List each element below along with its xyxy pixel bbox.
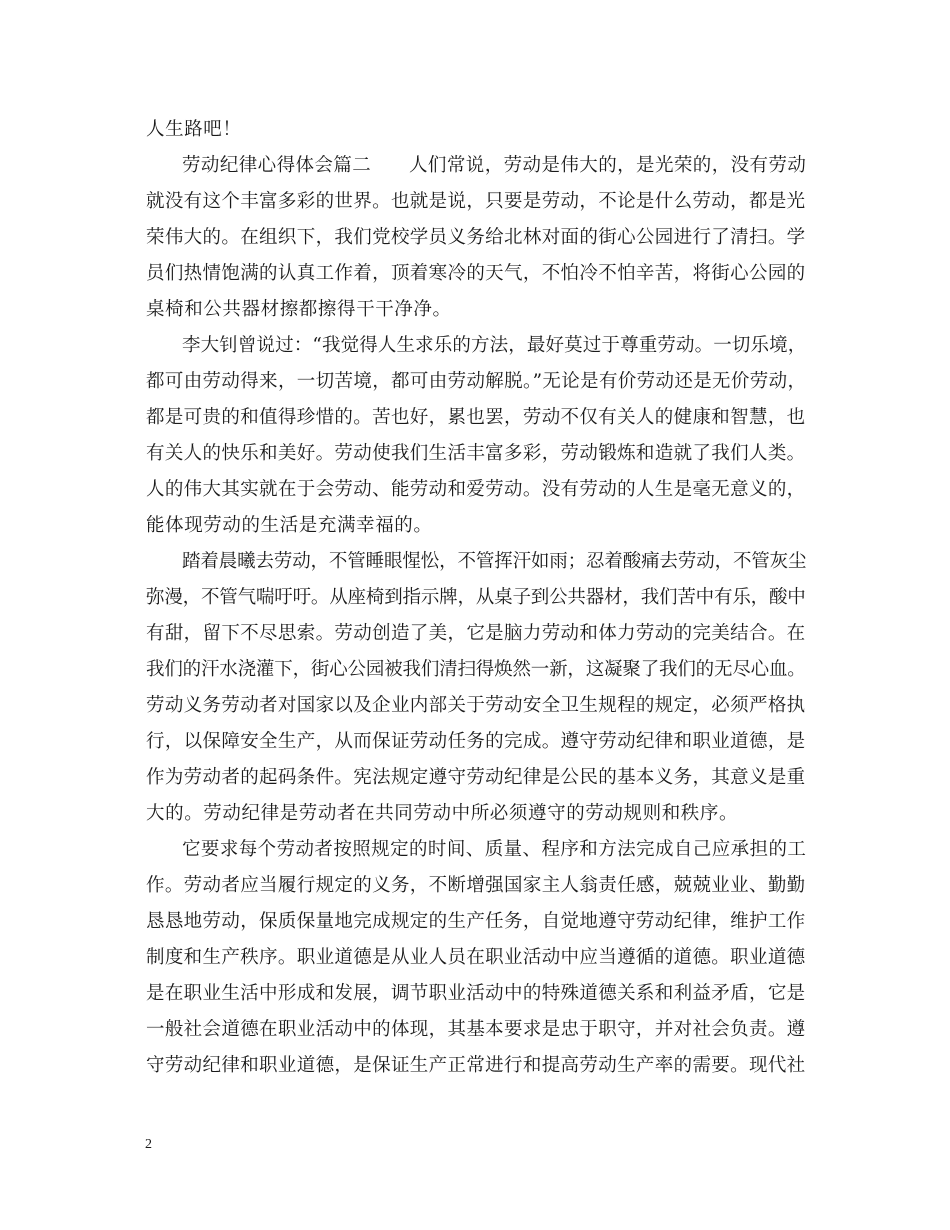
text-line: 制度和生产秩序。职业道德是从业人员在职业活动中应当遵循的道德。职业道德 [146,947,806,968]
text-line: 作。劳动者应当履行规定的义务，不断增强国家主人翁责任感，兢兢业业、勤勤 [146,875,806,896]
text-line: 员们热情饱满的认真工作着，顶着寒冷的天气，不怕冷不怕辛苦，将街心公园的 [146,263,806,284]
text-line: 劳动义务劳动者对国家以及企业内部关于劳动安全卫生规程的规定，必须严格执 [146,695,806,716]
text-line: 荣伟大的。在组织下，我们党校学员义务给北林对面的街心公园进行了清扫。学 [146,227,806,248]
text-line: 踏着晨曦去劳动，不管睡眼惺忪，不管挥汗如雨；忍着酸痛去劳动，不管灰尘 [182,551,807,572]
text-line: 都是可贵的和值得珍惜的。苦也好，累也罢，劳动不仅有关人的健康和智慧，也 [146,407,806,428]
text-line: 桌椅和公共器材擦都擦得干干净净。 [146,299,452,320]
text-line: 有甜，留下不尽思索。劳动创造了美，它是脑力劳动和体力劳动的完美结合。在 [146,623,806,644]
text-line: 它要求每个劳动者按照规定的时间、质量、程序和方法完成自己应承担的工 [182,839,807,860]
text-line: 是在职业生活中形成和发展，调节职业活动中的特殊道德关系和利益矛盾，它是 [146,983,806,1004]
text-line: 一般社会道德在职业活动中的体现，其基本要求是忠于职守，并对社会负责。遵 [146,1019,806,1040]
text-line: 李大钊曾说过：“我觉得人生求乐的方法，最好莫过于尊重劳动。一切乐境， [182,335,807,356]
text-line: 恳恳地劳动，保质保量地完成规定的生产任务，自觉地遵守劳动纪律，维护工作 [146,911,806,932]
text-line: 就没有这个丰富多彩的世界。也就是说，只要是劳动，不论是什么劳动，都是光 [146,191,806,212]
text-line: 大的。劳动纪律是劳动者在共同劳动中所必须遵守的劳动规则和秩序。 [146,803,739,824]
text-line: 都可由劳动得来，一切苦境，都可由劳动解脱。”无论是有价劳动还是无价劳动， [146,371,807,392]
text-line: 劳动纪律心得体会篇二 人们常说，劳动是伟大的，是光荣的，没有劳动 [182,155,807,176]
text-line: 弥漫，不管气喘吁吁。从座椅到指示牌，从桌子到公共器材，我们苦中有乐，酸中 [146,587,806,608]
text-line: 人的伟大其实就在于会劳动、能劳动和爱劳动。没有劳动的人生是毫无意义的， [146,479,806,500]
page-number: 2 [145,1137,152,1152]
text-line: 能体现劳动的生活是充满幸福的。 [146,515,433,536]
text-line: 人生路吧！ [146,119,242,140]
text-line: 有关人的快乐和美好。劳动使我们生活丰富多彩，劳动锻炼和造就了我们人类。 [146,443,806,464]
text-line: 作为劳动者的起码条件。宪法规定遵守劳动纪律是公民的基本义务，其意义是重 [146,767,806,788]
text-line: 守劳动纪律和职业道德，是保证生产正常进行和提高劳动生产率的需要。现代社 [146,1055,806,1076]
text-line: 行，以保障安全生产，从而保证劳动任务的完成。遵守劳动纪律和职业道德，是 [146,731,806,752]
text-line: 我们的汗水浇灌下，街心公园被我们清扫得焕然一新，这凝聚了我们的无尽心血。 [146,659,806,680]
